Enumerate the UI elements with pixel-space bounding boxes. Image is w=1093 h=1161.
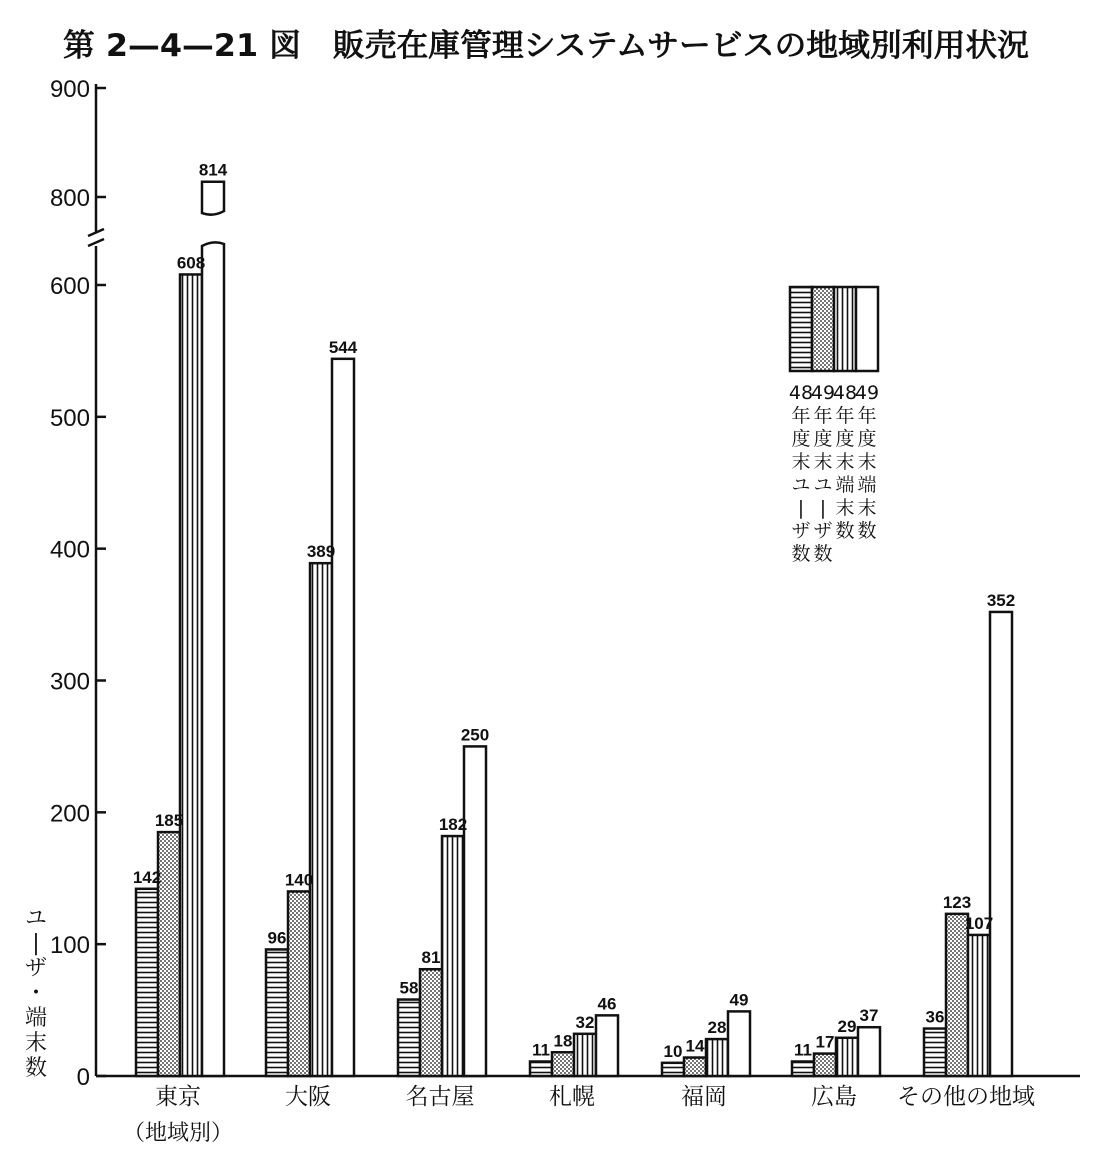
y-label-char: 末	[24, 1031, 48, 1056]
y-label-char: ザ	[24, 956, 48, 981]
legend-label-char: 数	[857, 520, 877, 542]
category-label-広島: 広島	[811, 1084, 857, 1110]
y-tick-label-600: 600	[49, 273, 90, 300]
value-label-その他の地域-49年度末ユーザ数: 123	[942, 892, 972, 912]
bar-福岡-48年度末ユーザ数	[662, 1063, 684, 1076]
legend-label-char: ザ	[813, 520, 833, 542]
legend-label-char: 度	[813, 428, 833, 450]
bar-名古屋-49年度末端末数	[464, 746, 486, 1076]
legend-label-char: 数	[813, 543, 833, 565]
legend-label-char: 末	[835, 451, 855, 473]
legend-label-char: 末	[857, 497, 877, 519]
legend-label-char: 49	[854, 382, 880, 404]
bar-東京-48年度末端末数	[180, 274, 202, 1076]
value-label-広島-48年度末ユーザ数: 11	[794, 1040, 812, 1060]
bar-東京-49年度末端末数-lower	[202, 242, 224, 1076]
legend-label-char: 48	[832, 382, 858, 404]
value-label-福岡-49年度末端末数: 49	[729, 990, 749, 1010]
x-axis-label: （地域別）	[122, 1121, 234, 1146]
legend-swatch-48年度末ユーザ数	[790, 287, 812, 371]
bar-札幌-48年度末端末数	[574, 1034, 596, 1076]
bar-福岡-49年度末端末数	[728, 1011, 750, 1076]
legend-label-48年度末端末数	[833, 382, 857, 542]
legend-swatch-49年度末ユーザ数	[812, 287, 834, 371]
legend-label-char: 末	[857, 451, 877, 473]
bar-大阪-49年度末ユーザ数	[288, 891, 310, 1076]
legend-label-char: 末	[835, 497, 855, 519]
value-label-福岡-49年度末ユーザ数: 14	[685, 1036, 705, 1056]
value-label-その他の地域-49年度末端末数: 352	[986, 590, 1016, 610]
legend-label-char: ユ	[791, 474, 811, 496]
category-labels	[155, 1084, 1035, 1110]
bar-大阪-49年度末端末数	[332, 359, 354, 1076]
value-label-その他の地域-48年度末ユーザ数: 36	[925, 1007, 945, 1027]
legend-label-char: ユ	[813, 474, 833, 496]
legend-swatch-48年度末端末数	[834, 287, 856, 371]
value-label-名古屋-48年度末ユーザ数: 58	[399, 978, 419, 998]
legend-label-char: 49	[810, 382, 836, 404]
legend-label-49年度末ユーザ数	[811, 382, 835, 565]
value-label-名古屋-49年度末ユーザ数: 81	[421, 948, 441, 968]
legend-label-49年度末端末数	[855, 382, 879, 542]
value-label-札幌-49年度末端末数: 46	[597, 994, 617, 1014]
value-labels	[133, 161, 1015, 1061]
y-label-char: 数	[24, 1056, 48, 1081]
legend-label-char: ザ	[791, 520, 811, 542]
y-tick-label-400: 400	[49, 536, 90, 564]
legend-label-char: 端	[857, 474, 877, 496]
bar-札幌-49年度末ユーザ数	[552, 1052, 574, 1076]
legend-label-char: 年	[857, 405, 877, 427]
legend-label-char: 末	[791, 451, 811, 473]
value-label-広島-48年度末端末数: 29	[837, 1016, 857, 1036]
axes	[88, 84, 1080, 1076]
bar-広島-48年度末ユーザ数	[792, 1061, 814, 1076]
y-tick-label-0: 0	[76, 1064, 90, 1091]
y-tick-label-500: 500	[49, 404, 90, 432]
y-axis-break-mark	[88, 229, 104, 246]
value-label-その他の地域-48年度末端末数: 107	[964, 913, 994, 933]
y-axis-label	[25, 906, 47, 1081]
bar-広島-48年度末端末数	[836, 1038, 858, 1076]
y-tick-label-100: 100	[49, 932, 90, 960]
bar-その他の地域-49年度末端末数	[990, 612, 1012, 1076]
value-label-大阪-48年度末端末数: 389	[306, 542, 336, 562]
bar-その他の地域-49年度末ユーザ数	[946, 914, 968, 1076]
legend-label-char: 末	[813, 451, 833, 473]
bar-大阪-48年度末端末数	[310, 563, 332, 1076]
bar-大阪-48年度末ユーザ数	[266, 949, 288, 1076]
value-label-大阪-49年度末端末数: 544	[328, 337, 358, 357]
value-label-福岡-48年度末ユーザ数: 10	[663, 1041, 683, 1061]
bar-福岡-48年度末端末数	[706, 1039, 728, 1076]
legend-label-char: 年	[835, 405, 855, 427]
legend-swatch-49年度末端末数	[856, 287, 878, 371]
category-label-東京: 東京	[155, 1084, 201, 1110]
legend-label-char: |	[819, 497, 827, 519]
category-label-名古屋: 名古屋	[405, 1084, 475, 1110]
bar-広島-49年度末端末数	[858, 1027, 880, 1076]
bar-福岡-49年度末ユーザ数	[684, 1058, 706, 1076]
value-label-東京-48年度末端末数: 608	[176, 253, 206, 273]
value-label-名古屋-49年度末端末数: 250	[460, 725, 490, 745]
value-label-札幌-48年度末端末数: 32	[575, 1012, 595, 1032]
bar-その他の地域-48年度末端末数	[968, 935, 990, 1076]
bar-札幌-48年度末ユーザ数	[530, 1061, 552, 1076]
legend-label-char: 数	[791, 543, 811, 565]
y-tick-label-900: 900	[49, 76, 90, 103]
y-label-char: |	[32, 931, 40, 956]
y-tick-label-800: 800	[49, 185, 90, 212]
legend-label-char: 48	[788, 382, 814, 404]
y-tick-label-200: 200	[49, 800, 90, 828]
value-label-大阪-49年度末ユーザ数: 140	[284, 870, 314, 890]
y-axis-ticks	[50, 76, 106, 1091]
value-label-東京-49年度末端末数: 814	[198, 160, 228, 180]
bar-その他の地域-48年度末ユーザ数	[924, 1029, 946, 1076]
bar-東京-48年度末ユーザ数	[136, 889, 158, 1076]
chart-title: 第 2—4—21 図 販売在庫管理システムサービスの地域別利用状況	[63, 28, 1029, 64]
legend-label-char: 度	[835, 428, 855, 450]
category-label-大阪: 大阪	[285, 1084, 331, 1110]
legend-label-char: 度	[857, 428, 877, 450]
y-label-char: ユ	[24, 906, 48, 931]
y-label-char: ・	[24, 981, 48, 1006]
value-label-札幌-48年度末ユーザ数: 11	[532, 1040, 550, 1060]
value-label-広島-49年度末ユーザ数: 17	[815, 1032, 835, 1052]
legend-label-char: 年	[813, 405, 833, 427]
category-label-札幌: 札幌	[549, 1084, 595, 1110]
legend-label-char: 数	[835, 520, 855, 542]
y-tick-label-300: 300	[49, 668, 90, 696]
bar-札幌-49年度末端末数	[596, 1015, 618, 1076]
value-label-広島-49年度末端末数: 37	[859, 1006, 879, 1026]
value-label-福岡-48年度末端末数: 28	[707, 1018, 727, 1038]
value-label-札幌-49年度末ユーザ数: 18	[553, 1031, 573, 1051]
value-label-名古屋-48年度末端末数: 182	[438, 815, 468, 835]
category-label-その他の地域: その他の地域	[897, 1084, 1035, 1110]
legend-label-48年度末ユーザ数	[789, 382, 813, 565]
bar-名古屋-49年度末ユーザ数	[420, 969, 442, 1076]
y-label-char: 端	[24, 1006, 48, 1031]
legend-label-char: |	[797, 497, 805, 519]
legend-label-char: 度	[791, 428, 811, 450]
legend-label-char: 年	[791, 405, 811, 427]
bar-広島-49年度末ユーザ数	[814, 1054, 836, 1076]
bar-名古屋-48年度末端末数	[442, 836, 464, 1076]
bar-東京-49年度末ユーザ数	[158, 832, 180, 1076]
legend	[789, 287, 879, 565]
bar-名古屋-48年度末ユーザ数	[398, 1000, 420, 1076]
legend-label-char: 端	[835, 474, 855, 496]
value-label-東京-49年度末ユーザ数: 185	[154, 811, 184, 831]
value-label-東京-48年度末ユーザ数: 142	[132, 867, 162, 887]
value-label-大阪-48年度末ユーザ数: 96	[267, 928, 287, 948]
category-label-福岡: 福岡	[681, 1084, 727, 1110]
bar-東京-49年度末端末数-upper	[202, 182, 224, 215]
